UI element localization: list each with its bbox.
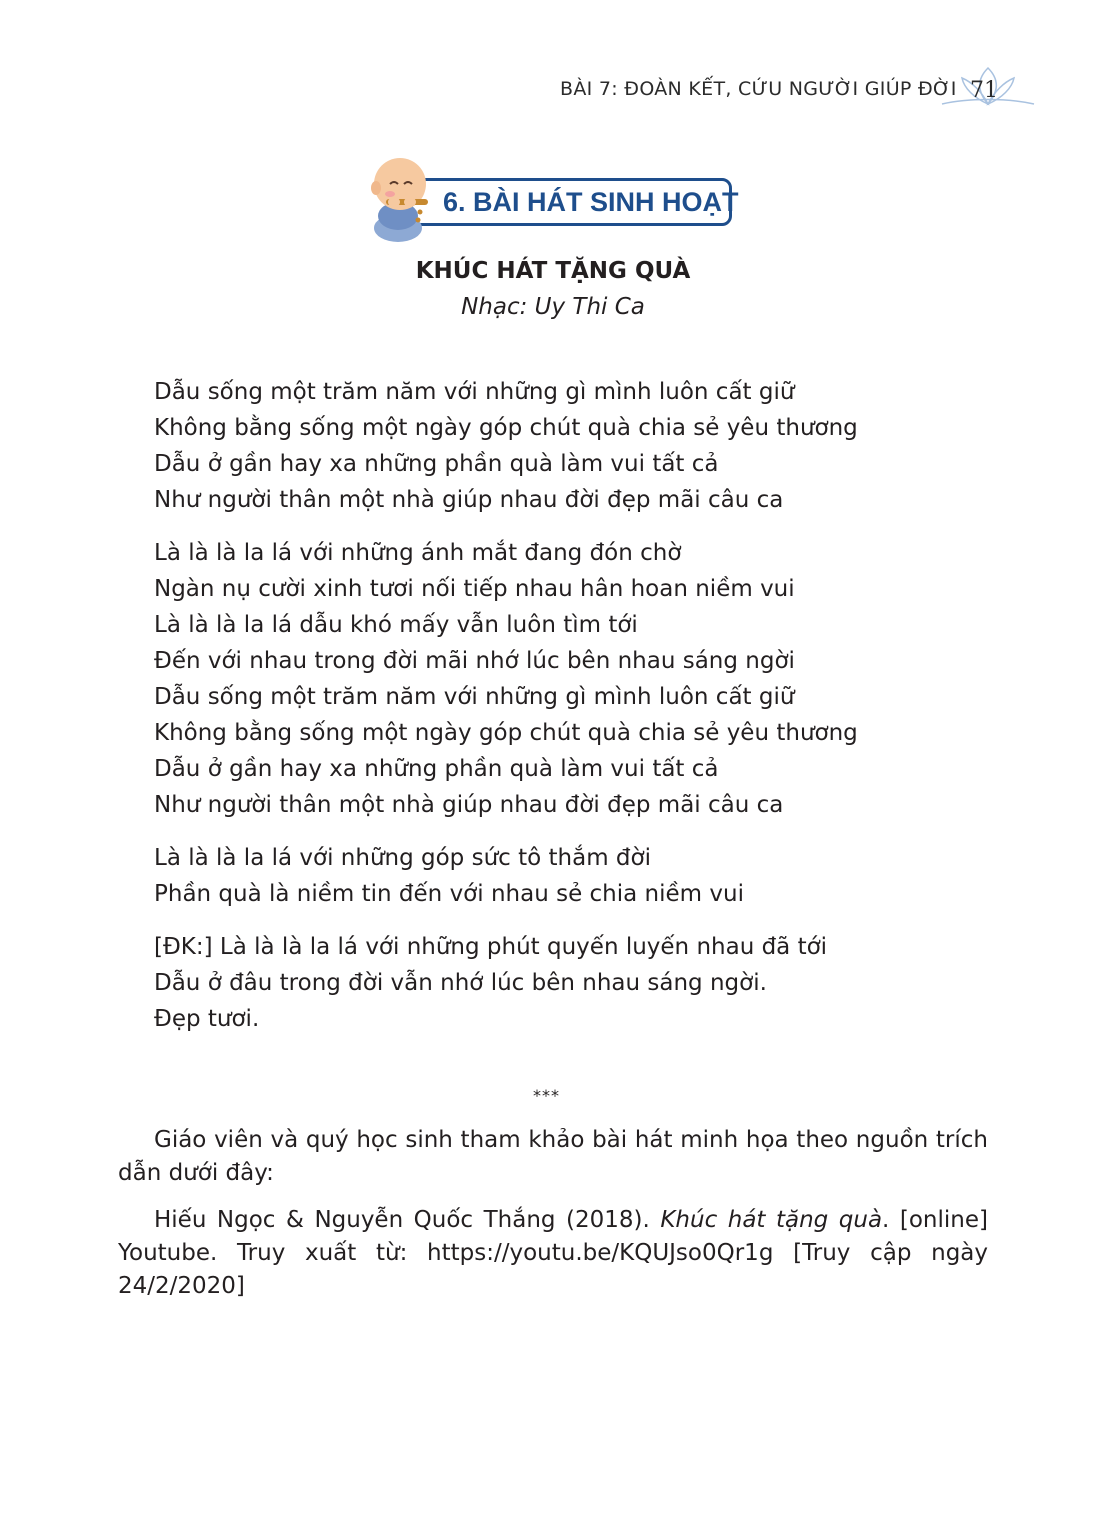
monk-flute-icon xyxy=(360,150,440,245)
lyric-line: Phần quà là niềm tin đến với nhau sẻ chia niềm vui xyxy=(154,881,744,907)
section-heading-box xyxy=(410,178,739,226)
lyric-line: Đẹp tươi. xyxy=(154,1006,260,1032)
lyric-line: Dẫu sống một trăm năm với những gì mình luôn cất giữ xyxy=(154,379,795,405)
citation-authors: Hiếu Ngọc & Nguyễn Quốc Thắng (2018). xyxy=(154,1207,661,1233)
citation xyxy=(118,1204,988,1303)
lyric-line: Như người thân một nhà giúp nhau đời đẹp mãi câu ca xyxy=(154,487,784,513)
lyric-line: Không bằng sống một ngày góp chút quà chia sẻ yêu thương xyxy=(154,720,858,746)
running-header-title: BÀI 7: ĐOÀN KẾT, CỨU NGƯỜI GIÚP ĐỜI xyxy=(560,78,957,100)
reference-note xyxy=(118,1124,988,1317)
lyric-line: Không bằng sống một ngày góp chút quà chia sẻ yêu thương xyxy=(154,415,858,441)
song-lyrics xyxy=(154,374,994,1054)
lyric-line: Là là là la lá với những ánh mắt đang đón chờ xyxy=(154,540,682,566)
section-heading xyxy=(360,150,740,245)
lyric-line: Dẫu ở gần hay xa những phần quà làm vui tất cả xyxy=(154,451,719,477)
section-heading-label: 6. BÀI HÁT SINH HOẠT xyxy=(443,187,739,217)
lyrics-stanza xyxy=(154,374,994,518)
lyric-line: [ĐK:] Là là là la lá với những phút quyến luyến nhau đã tới xyxy=(154,934,828,960)
song-title: KHÚC HÁT TẶNG QUÀ xyxy=(415,258,691,284)
section-separator: *** xyxy=(533,1086,560,1105)
lyric-line: Dẫu ở đâu trong đời vẫn nhớ lúc bên nhau sáng ngời. xyxy=(154,970,767,996)
citation-source: . [online] Youtube. Truy xuất từ: https://youtu.be/KQUJso0Qr1g [Truy cập ngày 24/2/2020] xyxy=(118,1207,988,1299)
lyric-line: Là là là la lá dẫu khó mấy vẫn luôn tìm tới xyxy=(154,612,638,638)
lyric-line: Đến với nhau trong đời mãi nhớ lúc bên nhau sáng ngời xyxy=(154,648,795,674)
note-paragraph: Giáo viên và quý học sinh tham khảo bài hát minh họa theo nguồn trích dẫn dưới đây: xyxy=(118,1127,988,1186)
lyric-line: Dẫu sống một trăm năm với những gì mình luôn cất giữ xyxy=(154,684,795,710)
lyrics-stanza xyxy=(154,929,994,1037)
song-composer: Nhạc: Uy Thi Ca xyxy=(461,294,645,320)
page-number: 71 xyxy=(970,78,998,103)
citation-title: Khúc hát tặng quà xyxy=(660,1207,883,1233)
lyrics-stanza xyxy=(154,840,994,912)
lyric-line: Ngàn nụ cười xinh tươi nối tiếp nhau hân hoan niềm vui xyxy=(154,576,795,602)
lyric-line: Là là là la lá với những góp sức tô thắm đời xyxy=(154,845,651,871)
lyrics-stanza xyxy=(154,535,994,823)
lyric-line: Dẫu ở gần hay xa những phần quà làm vui tất cả xyxy=(154,756,719,782)
lyric-line: Như người thân một nhà giúp nhau đời đẹp mãi câu ca xyxy=(154,792,784,818)
